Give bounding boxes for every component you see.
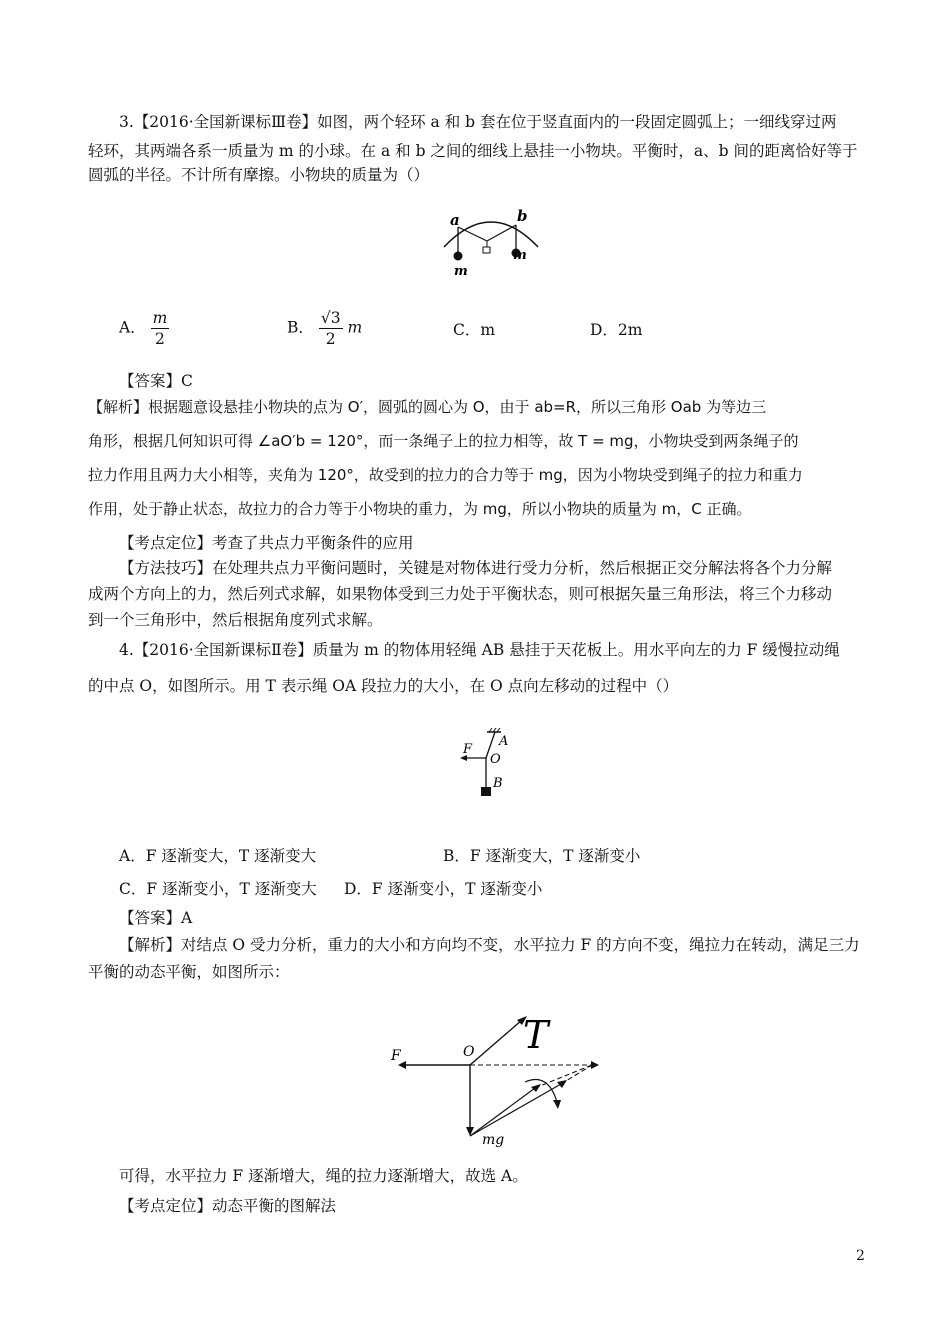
denominator: 2: [325, 330, 336, 348]
q3-analysis-line-4: 作用，处于静止状态，故拉力的合力等于小物块的重力，为 mg，所以小物块的质量为 m，C 正确。: [88, 500, 752, 518]
q4-option-d: D．F 逐渐变小，T 逐渐变小: [344, 880, 543, 898]
middle-string: [458, 225, 516, 241]
label-b: b: [517, 207, 528, 225]
q3-option-a: [119, 308, 169, 349]
q3-answer: 【答案】C: [119, 372, 193, 390]
q3-arc-figure: [436, 205, 546, 280]
q4-rope-figure: [455, 728, 525, 800]
label-O: O: [490, 752, 501, 767]
left-ball: [454, 252, 463, 261]
q3-method-line-2: 成两个方向上的力，然后列式求解，如果物体受到三力处于平衡状态，则可根据矢量三角形法，将三个力移动: [88, 585, 833, 603]
label-B: B: [493, 776, 503, 791]
label-F: F: [463, 742, 473, 757]
rotation-arc: [525, 1080, 557, 1103]
q4-force-diagram: [385, 992, 615, 1148]
label-A: A: [499, 734, 509, 749]
rotation-arrowhead: [553, 1100, 561, 1109]
label-a: a: [450, 211, 460, 229]
q4-stem-line-1: 4.【2016·全国新课标Ⅱ卷】质量为 m 的物体用轻绳 AB 悬挂于天花板上。用水平向左的力 F 缓慢拉动绳: [119, 641, 840, 659]
q3-option-c: C．m: [453, 321, 496, 339]
q3-analysis-line-2: 角形，根据几何知识可得 ∠aO′b = 120°，而一条绳子上的拉力相等，故 T = mg，小物块受到两条绳子的: [88, 432, 799, 450]
fraction-m-over-2: [151, 308, 170, 349]
numerator: √3: [320, 309, 341, 327]
q3-option-b: [287, 308, 362, 349]
q3-analysis-line-1: 【解析】根据题意设悬挂小物块的点为 O′，圆弧的圆心为 O，由于 ab=R，所以三角形 Oab 为等边三: [88, 398, 767, 416]
fraction-sqrt3-over-2: [319, 308, 343, 349]
q4-option-b: B．F 逐渐变大，T 逐渐变小: [443, 847, 641, 865]
q4-kaodian: 【考点定位】动态平衡的图解法: [119, 1197, 337, 1215]
label-O: O: [463, 1044, 475, 1060]
label-m-right: m: [513, 248, 527, 263]
q3-option-d: D．2m: [590, 321, 643, 339]
option-a-label: A．: [119, 318, 146, 337]
q4-option-c: C．F 逐渐变小，T 逐渐变大: [119, 880, 317, 898]
q4-stem-line-2: 的中点 O，如图所示。用 T 表示绳 OA 段拉力的大小，在 O 点向左移动的过程中（）: [88, 677, 679, 695]
vector-T: [470, 1020, 522, 1065]
q3-stem-line-2: 轻环，其两端各系一质量为 m 的小球。在 a 和 b 之间的细线上悬挂一小物块。平衡时，a、b 间的距离恰好等于: [88, 142, 858, 160]
weight-B: [481, 787, 491, 796]
page-number: 2: [856, 1248, 865, 1264]
label-F: F: [391, 1048, 401, 1064]
q3-method-line-3: 到一个三角形中，然后根据角度列式求解。: [88, 611, 383, 629]
small-block: [483, 247, 490, 253]
q3-stem-line-1: 3.【2016·全国新课标Ⅲ卷】如图，两个轻环 a 和 b 套在位于竖直面内的一段固定圆弧上；一细线穿过两: [119, 113, 837, 131]
option-b-label: B．: [287, 318, 314, 337]
q3-method-line-1: 【方法技巧】在处理共点力平衡问题时，关键是对物体进行受力分析，然后根据正交分解法将各个力分解: [119, 559, 833, 577]
tension-side-1: [470, 1088, 535, 1136]
q4-analysis-line-1: 【解析】对结点 O 受力分析，重力的大小和方向均不变，水平拉力 F 的方向不变，绳拉力在转动，满足三力: [119, 936, 860, 954]
q3-analysis-line-3: 拉力作用且两力大小相等，夹角为 120°，故受到的拉力的合力等于 mg，因为小物块受到绳子的拉力和重力: [88, 466, 803, 484]
dashed-horizontal-arrowhead: [591, 1061, 599, 1069]
numerator: m: [152, 309, 168, 327]
q4-option-a: A．F 逐渐变大，T 逐渐变大: [119, 847, 317, 865]
q4-conclusion: 可得，水平拉力 F 逐渐增大，绳的拉力逐渐增大，故选 A。: [119, 1167, 528, 1185]
tension-side-2: [470, 1084, 561, 1136]
q4-answer: 【答案】A: [119, 909, 193, 927]
label-mg: mg: [482, 1132, 505, 1148]
q4-analysis-line-2: 平衡的动态平衡，如图所示：: [88, 963, 290, 981]
q3-stem-line-3: 圆弧的半径。不计所有摩擦。小物块的质量为（）: [88, 166, 430, 184]
q3-kaodian: 【考点定位】考查了共点力平衡条件的应用: [119, 534, 414, 552]
option-b-tail: m: [347, 318, 363, 337]
label-m-left: m: [454, 264, 468, 279]
denominator: 2: [155, 330, 165, 348]
label-T: T: [523, 1013, 549, 1057]
